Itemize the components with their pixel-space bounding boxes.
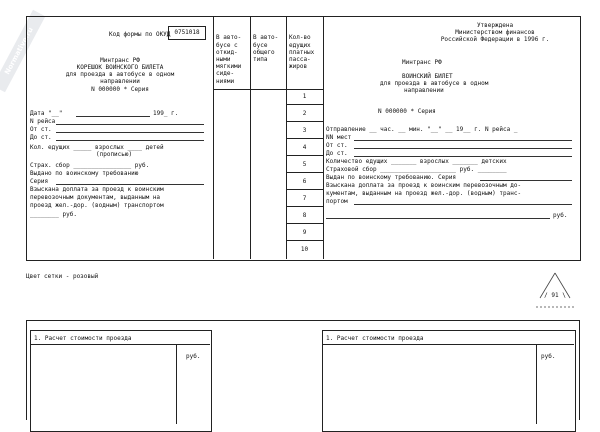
ticket-seats-line: [354, 140, 572, 141]
stub-number: N 000000 * Серия: [91, 86, 149, 93]
bottom-left-edge: [26, 320, 27, 420]
col-header-general-bus: В авто- бусе общего типа: [253, 34, 279, 64]
ticket-approved-year: Российской Федерации в 1996 г.: [440, 36, 550, 43]
okud-label: Код формы по ОКУД: [109, 31, 171, 38]
ticket-to-label: До ст.: [326, 150, 348, 157]
calc-left-col: [176, 344, 177, 424]
ticket-to-line: [354, 156, 572, 157]
ticket-rub-line: [326, 218, 550, 219]
row-number: 1: [302, 93, 307, 100]
ticket-subtitle-2: направлении: [404, 87, 444, 94]
calc-left-title: 1. Расчет стоимости проезда: [34, 335, 132, 342]
ticket-collected-2: кументам, выданным на проезд жел.-дор. (водным) транс-: [326, 190, 522, 197]
calc-table-right: [322, 330, 576, 432]
ticket-from-line: [354, 148, 572, 149]
ticket-number: N 000000 * Серия: [378, 108, 436, 115]
stub-title: КОРЕШОК ВОИНСКОГО БИЛЕТА: [76, 64, 164, 71]
stub-divider: [213, 16, 214, 259]
row-number: 8: [302, 212, 307, 219]
stub-rub: ________ руб.: [30, 211, 77, 218]
ticket-seats-label: NN мест: [326, 134, 352, 141]
stub-from-line: [56, 132, 204, 133]
stub-to-line: [56, 140, 204, 141]
row-number: 5: [302, 161, 307, 168]
stub-collected-3: проезд жел.-дор. (водным) транспортом: [30, 202, 164, 209]
stub-trip-label: N рейса: [30, 118, 56, 125]
row-number: 2: [302, 110, 307, 117]
calc-right-col: [536, 344, 537, 424]
stub-date-year: 199_ г.: [153, 110, 179, 117]
bottom-top-rule: [26, 320, 579, 321]
row-number: 4: [302, 144, 307, 151]
stub-series: Серия: [30, 178, 49, 185]
ticket-rub: руб.: [553, 212, 568, 219]
row-rule: [286, 104, 323, 105]
ticket-fee: Страховой сбор _____________________ руб. ________: [326, 166, 507, 173]
ticket-subtitle: для проезда в автобусе в одном: [380, 80, 489, 87]
stub-in-words: (прописью): [96, 151, 133, 158]
stub-from-label: От ст.: [30, 126, 52, 133]
row-rule: [286, 172, 323, 173]
grid-color-note: Цвет сетки - розовый: [26, 273, 99, 280]
page-number: / 91 \: [544, 292, 566, 299]
ticket-divider: [323, 16, 324, 259]
ticket-collected-3: портом: [326, 198, 348, 205]
stub-subtitle-2: направлении: [100, 78, 140, 85]
row-rule: [286, 240, 323, 241]
ticket-departure: Отправление __ час. __ мин. "__" __ 19__ г. N рейса _: [326, 126, 518, 133]
ticket-approved-by: Министерством финансов: [455, 29, 535, 36]
col-header-soft-seats: В авто- бусе с откид- ными мягкими сиде- ниями: [216, 34, 242, 85]
ticket-collected-line: [354, 204, 572, 205]
stub-trip-line: [56, 124, 204, 125]
row-rule: [286, 121, 323, 122]
calc-table-left: [30, 330, 212, 432]
calc-right-rub: руб.: [541, 353, 556, 360]
stub-passengers: Кол. едущих _____ взрослых ____ детей: [30, 144, 164, 151]
ticket-ministry: Минтранс РФ: [402, 59, 442, 66]
stub-ministry: Минтранс РФ: [100, 57, 140, 64]
row-rule: [286, 138, 323, 139]
ticket-passengers: Количество едущих _______ взрослых _______ детских: [326, 158, 507, 165]
row-number: 10: [300, 246, 309, 253]
stub-subtitle: для проезда в автобусе в одном: [65, 71, 175, 78]
ticket-issued-by: Выдан по воинскому требованию. Серия: [326, 174, 457, 181]
row-number: 6: [302, 178, 307, 185]
ticket-series-line: [480, 180, 572, 181]
watermark: Normative.ru: [0, 10, 45, 93]
row-rule: [286, 206, 323, 207]
stub-date-label: Дата "__": [30, 110, 63, 117]
stub-issued-by: Выдано по воинскому требованию: [30, 170, 139, 177]
row-number: 9: [302, 229, 307, 236]
ticket-from-label: От ст.: [326, 142, 348, 149]
calc-left-rule: [30, 344, 210, 345]
stub-date-line: [76, 116, 150, 117]
ticket-approved: Утверждена: [476, 22, 514, 29]
row-rule: [286, 155, 323, 156]
ticket-title: ВОИНСКИЙ БИЛЕТ: [402, 73, 453, 80]
col-divider-1: [250, 16, 251, 259]
row-number: 7: [302, 195, 307, 202]
stub-series-line: [56, 184, 204, 185]
row-rule: [286, 189, 323, 190]
okud-code: 0751018: [168, 26, 206, 40]
stub-fee: Страх. сбор ________________ руб.: [30, 162, 150, 169]
stub-collected-1: Взыскана доплата за проезд к воинским: [30, 186, 164, 193]
calc-right-title: 1. Расчет стоимости проезда: [326, 335, 424, 342]
calc-left-rub: руб.: [186, 353, 201, 360]
page-number-mark: [530, 270, 580, 310]
row-rule: [286, 223, 323, 224]
ticket-collected-1: Взыскана доплата за проезд к воинским перевозочным до-: [326, 182, 522, 189]
bottom-right-edge: [579, 320, 580, 420]
row-number: 3: [302, 127, 307, 134]
stub-collected-2: перевозочным документам, выданным на: [30, 194, 161, 201]
stub-to-label: До ст.: [30, 134, 52, 141]
col-header-paid-passengers: Кол-во едущих платных пасса- жиров: [289, 34, 315, 71]
